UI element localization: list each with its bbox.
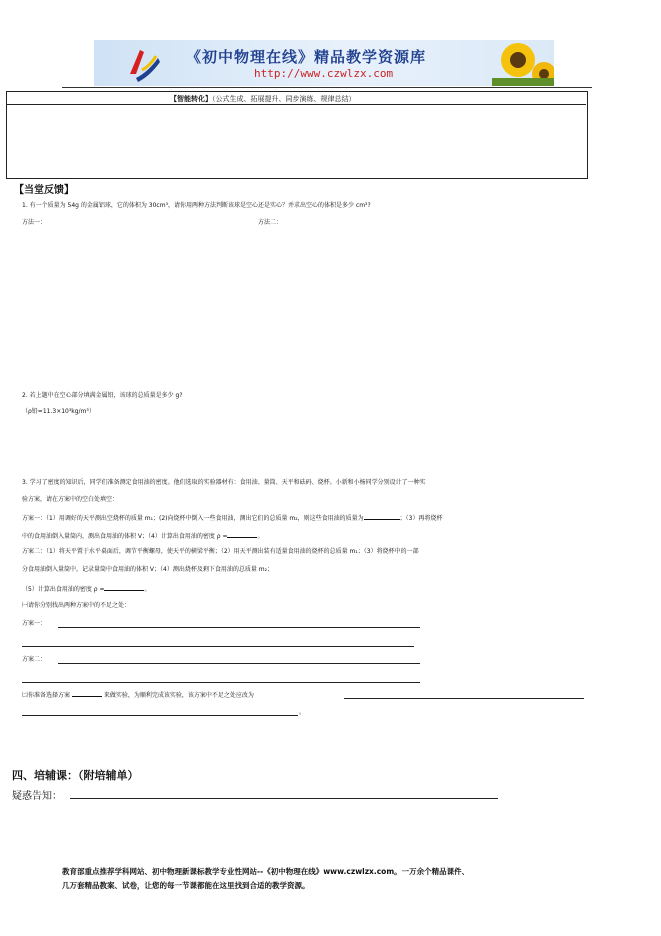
- question-2-note: （ρ铅=11.3×10³kg/m³）: [22, 408, 95, 415]
- fa1-label: 方案一：: [22, 620, 47, 627]
- plan-choice-blank[interactable]: [72, 690, 102, 697]
- question-3-line1: 3. 学习了密度的知识后，同学们准备测定食用油的密度。他们选取的实验器材有：食用油、量筒、天平和砝码、烧杯。小新和小杨同学分别设计了一种实: [22, 479, 426, 486]
- question-3-line2: 验方案，请在方案中的空白处填空：: [22, 496, 119, 503]
- conversion-box-title: [170, 94, 356, 104]
- fa2-answer-line[interactable]: [58, 663, 420, 664]
- subquestion-2b: 来做实验，为顺利完成该实验，该方案中不足之处应改为: [103, 692, 254, 699]
- improvement-line-2[interactable]: [22, 715, 298, 716]
- plan-b-text3: （5）计算出食用油的密度 ρ =: [22, 586, 105, 593]
- section-title-tutoring: 四、培辅课：（附培辅单）: [12, 769, 139, 782]
- question-2: 2. 若上题中在空心部分填满金属铅，该球的总质量是多少 g?: [22, 392, 183, 399]
- divider: [62, 87, 592, 88]
- banner-url[interactable]: http://www.czwlzx.com: [254, 67, 394, 80]
- box-title-bold: 【智能转化】: [170, 95, 212, 103]
- fa2-answer-line-2[interactable]: [22, 682, 420, 683]
- box-title-note: （公式生成、拓展提升、同步演练、规律总结）: [212, 95, 356, 103]
- site-banner: [94, 40, 554, 86]
- period-mark: 。: [299, 709, 306, 716]
- plan-a-text1b: ；（3）再将烧杯: [399, 515, 443, 522]
- plan-b-line2: 分食用油倒入量筒中，记录量筒中食用油的体积 V；（4）测出烧杯及剩下食用油的总质量 m₂；: [22, 566, 273, 573]
- plan-a-blank-mass[interactable]: [364, 513, 400, 520]
- section-title-feedback: 【当堂反馈】: [14, 185, 74, 196]
- plan-b-line1: 方案二：（1）将天平置于水平桌面后，调节平衡螺母，使天平的横梁平衡；（2）用天平测出装有适量食用油的烧杯的总质量 m₁；（3）将烧杯中的一部: [22, 548, 419, 555]
- subquestion-2: [22, 690, 254, 700]
- plan-a-blank-density[interactable]: [227, 531, 257, 538]
- sunflower-icon: [492, 40, 554, 86]
- improvement-line-1[interactable]: [344, 698, 584, 699]
- plan-b-blank-density[interactable]: [104, 584, 144, 591]
- subquestion-1: ㈠请你分别找出两种方案中的不足之处：: [22, 602, 131, 609]
- plan-a-text2: 中的食用油倒入量筒内，测出食用油的体积 V；（4）计算出食用油的密度 ρ =: [22, 533, 228, 540]
- question-prompt: 疑惑告知：: [12, 791, 62, 802]
- fa1-answer-line[interactable]: [58, 627, 420, 628]
- method-1-label: 方法一：: [22, 219, 47, 226]
- footer-line-2: 几万套精品教案、试卷，让您的每一节课都能在这里找到合适的教学资源。: [62, 881, 310, 890]
- plan-b-line3: （5）计算出食用油的密度 ρ = 。: [22, 586, 151, 593]
- fa2-label: 方案二：: [22, 656, 47, 663]
- fa1-answer-line-2[interactable]: [22, 646, 414, 647]
- subquestion-2a: ㈡你准备选择方案: [22, 692, 71, 699]
- plan-a-line2: 中的食用油倒入量筒内，测出食用油的体积 V；（4）计算出食用油的密度 ρ = 。: [22, 533, 264, 540]
- method-2-label: 方法二：: [258, 219, 283, 226]
- plan-a-text1: 方案一：（1）用调好的天平测出空烧杯的质量 m₁；(2)向烧杯中倒入一些食用油，测出它们的总质量 m₂，则这些食用油的质量为: [22, 515, 364, 522]
- question-answer-line[interactable]: [70, 798, 498, 799]
- question-1: 1. 有一个质量为 54g 的金属铝球，它的体积为 30cm³，请你用两种方法判断该球是空心还是实心？并求出空心的体积是多少 cm³?: [22, 202, 371, 209]
- footer-line-1: 教育部重点推荐学科网站、初中物理新课标教学专业性网站--《初中物理在线》www.czwlzx.com。一万余个精品课件、: [62, 867, 470, 876]
- banner-title: 《初中物理在线》精品教学资源库: [186, 48, 427, 66]
- logo-icon: [122, 44, 162, 84]
- plan-a-line1: [22, 513, 442, 523]
